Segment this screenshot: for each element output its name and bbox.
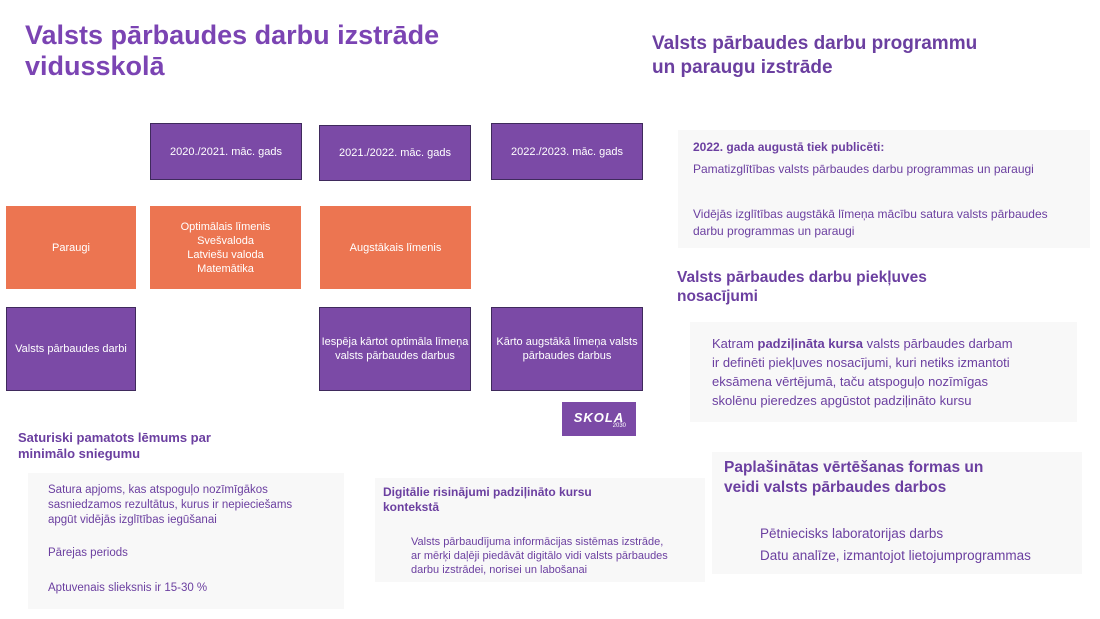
publication-item: Pamatizglītības valsts pārbaudes darbu programmas un paraugi bbox=[693, 162, 1034, 176]
subject-item: Svešvaloda bbox=[197, 234, 254, 247]
publication-panel bbox=[678, 130, 1090, 248]
paraugi-2021-box bbox=[320, 206, 471, 289]
panel-item: Aptuvenais slieksnis ir 15-30 % bbox=[48, 582, 208, 594]
box-line: Iespēja kārtot optimāla līmeņa bbox=[321, 336, 469, 348]
text-prefix: Katram bbox=[712, 336, 758, 351]
year-box-2022 bbox=[491, 123, 643, 180]
subject-item: Matemātika bbox=[197, 262, 254, 275]
access-heading bbox=[677, 268, 927, 306]
page-title bbox=[25, 20, 445, 82]
form-item: Datu analīze, izmantojot lietojumprogrammas bbox=[760, 548, 1031, 563]
item-line: Vidējās izglītības augstākā līmeņa mācību satura valsts pārbaudes bbox=[693, 207, 1048, 221]
row-label-paraugi bbox=[6, 206, 136, 289]
panel-heading bbox=[18, 430, 211, 462]
year-label: 2022./2023. māc. gads bbox=[511, 145, 623, 158]
heading-line: Digitālie risinājumi padziļināto kursu bbox=[383, 485, 592, 499]
panel-item: Pārejas periods bbox=[48, 547, 128, 559]
section-title-programs bbox=[652, 32, 1032, 80]
panel-item bbox=[48, 483, 292, 528]
panel-heading: 2022. gada augustā tiek publicēti: bbox=[693, 140, 885, 154]
darbi-2022-box bbox=[491, 307, 643, 391]
year-label: 2021./2022. māc. gads bbox=[339, 147, 451, 159]
text-line: Valsts pārbaudījuma informācijas sistēmas izstrāde, bbox=[411, 536, 664, 548]
heading-line: Paplašinātas vērtēšanas formas un bbox=[724, 459, 984, 476]
logo-text: SKOLA bbox=[573, 409, 625, 425]
box-line: Kārto augstākā līmeņa valsts bbox=[496, 336, 638, 348]
logo-year: 2030 bbox=[612, 422, 626, 429]
level-label: Augstākais līmenis bbox=[349, 241, 442, 254]
heading-line: nosacījumi bbox=[677, 288, 758, 305]
heading-line: veidi valsts pārbaudes darbos bbox=[724, 479, 947, 496]
heading-line: minimālo sniegumu bbox=[18, 446, 141, 461]
page-title-line2: vidusskolā bbox=[25, 51, 165, 81]
year-box-2020 bbox=[150, 123, 302, 180]
publication-item bbox=[693, 206, 1048, 240]
row-label: Valsts pārbaudes darbi bbox=[15, 343, 127, 355]
panel-heading bbox=[383, 485, 592, 515]
digital-solutions-panel bbox=[375, 478, 705, 582]
access-line-1 bbox=[712, 334, 1013, 353]
panel-heading bbox=[724, 458, 983, 498]
year-box-2021 bbox=[319, 125, 471, 181]
skola-2030-logo bbox=[562, 402, 636, 436]
form-item: Pētniecisks laboratorijas darbs bbox=[760, 526, 944, 541]
text-line: eksāmena vērtējumā, taču atspoguļo nozīmīgas bbox=[712, 374, 989, 389]
paraugi-2020-box bbox=[150, 206, 301, 289]
darbi-2021-box bbox=[319, 307, 471, 391]
text-line: darbu izstrādei, norisei un labošanai bbox=[411, 564, 588, 576]
panel-text bbox=[411, 535, 668, 577]
access-text bbox=[712, 334, 1013, 410]
heading-line: Valsts pārbaudes darbu piekļuves bbox=[677, 269, 927, 286]
assessment-forms-panel bbox=[712, 452, 1082, 574]
box-line: valsts pārbaudes darbus bbox=[335, 350, 455, 362]
section-title-programs-line1: Valsts pārbaudes darbu programmu bbox=[652, 33, 978, 54]
subject-item: Optimālais līmenis bbox=[180, 220, 271, 233]
minimum-performance-body bbox=[28, 473, 344, 609]
item-line: darbu programmas un paraugi bbox=[693, 224, 855, 238]
item-line: Satura apjoms, kas atspoguļo nozīmīgākos bbox=[48, 484, 268, 496]
text-rest: valsts pārbaudes darbam bbox=[863, 336, 1013, 351]
text-line: ar mērķi daļēji piedāvāt digitālo vidi valsts pārbaudes bbox=[411, 550, 668, 562]
row-label: Paraugi bbox=[52, 241, 90, 254]
row-label-darbi bbox=[6, 307, 136, 391]
box-line: pārbaudes darbus bbox=[522, 350, 612, 362]
heading-line: kontekstā bbox=[383, 500, 440, 514]
page-title-line1: Valsts pārbaudes darbu izstrāde bbox=[25, 20, 440, 50]
item-line: apgūt vidējās izglītības iegūšanai bbox=[48, 514, 217, 526]
heading-line: Saturiski pamatots lēmums par bbox=[18, 430, 211, 445]
text-line: skolēnu pieredzes apgūstot padziļināto kursu bbox=[712, 393, 972, 408]
subject-item: Latviešu valoda bbox=[187, 248, 264, 261]
item-line: sasniedzamos rezultātus, kurus ir nepieciešams bbox=[48, 499, 293, 511]
access-panel bbox=[690, 322, 1077, 422]
text-line: ir definēti piekļuves nosacījumi, kuri netiks izmantoti bbox=[712, 355, 1010, 370]
year-label: 2020./2021. māc. gads bbox=[170, 145, 282, 158]
text-bold: padziļināta kursa bbox=[757, 336, 863, 351]
section-title-programs-line2: un paraugu izstrāde bbox=[652, 57, 833, 78]
